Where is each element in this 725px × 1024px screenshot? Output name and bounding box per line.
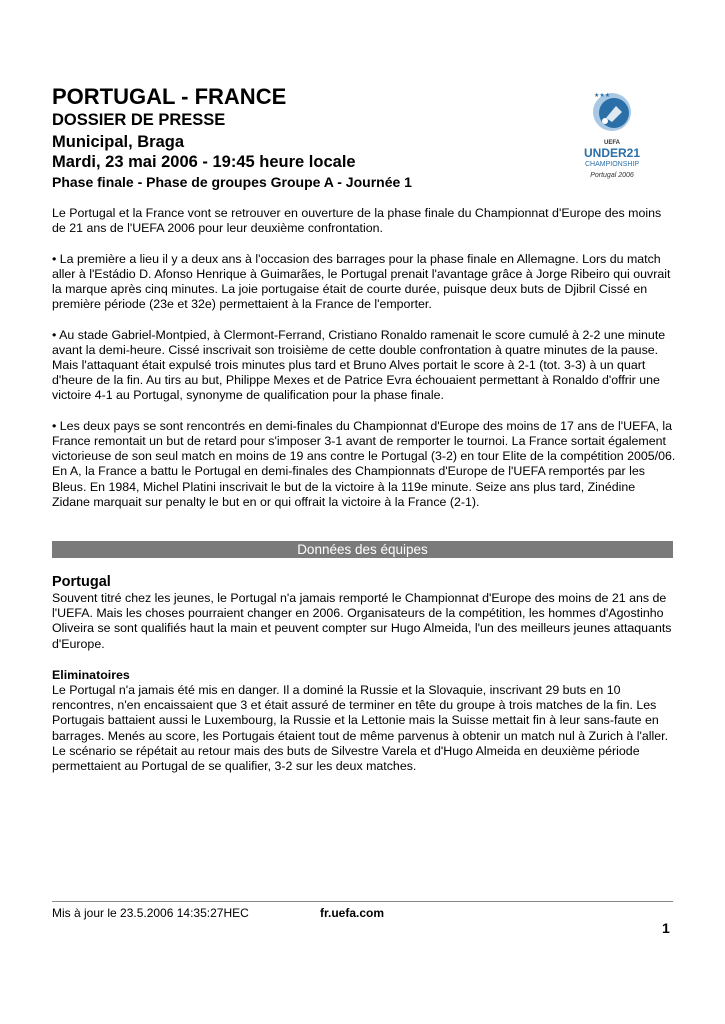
page-number: 1 <box>662 920 670 936</box>
venue: Municipal, Braga <box>52 133 185 151</box>
intro-paragraph: Le Portugal et la France vont se retrouver en ouverture de la phase finale du Championnat d'Europe des moins de 21 ans de l'UEFA 2006 pour leur deuxième confrontation. <box>52 206 662 236</box>
intro-paragraph: • La première a lieu il y a deux ans à l'occasion des barrages pour la phase finale en Allemagne. Lors du match aller à l'Estádio D. Afonso Henrique à Guimarães, le Portugal prenait l'avantage grâce à Jorge Ribeiro qui ouvrait la marque après cinq minutes. La joie portugaise était de courte durée, puisque deux buts de Djibril Cissé en première période (23e et 32e) permettaient à la France de l'emporter. <box>52 251 671 312</box>
team-description: Souvent titré chez les jeunes, le Portugal n'a jamais remporté le Championnat d'Europe des moins de 21 ans de l'UEFA. Mais les choses pourraient changer en 2006. Organisateurs de la compétition, les hommes d'Agostinho Oliveira se sont qualifiés haut la main et peuvent compter sur Hugo Almeida, l'un des meilleurs jeunes attaquants d'Europe. <box>52 591 672 651</box>
qualifiers-heading: Eliminatoires <box>52 668 130 682</box>
svg-text:CHAMPIONSHIP: CHAMPIONSHIP <box>584 161 640 168</box>
qualifiers-description: Le Portugal n'a jamais été mis en danger. Il a dominé la Russie et la Slovaquie, inscrivant 29 buts en 10 rencontres, n'en encaissaient que 3 et était assuré de terminer en tête du groupe à trois matches de la fin. Les Portugais battaient aussi le Luxembourg, la Russie et la Lettonie mais la Suisse mettait fin à leur sans-faute en barrages. Menés au score, les Portugais étaient tout de même parvenus à obtenir un match nul à Zurich à l'aller. Le scénario se répétait au retour mais des buts de Silvestre Varela et d'Hugo Almeida en deuxième période permettaient au Portugal de se qualifier, 3-2 sur les deux matches. <box>52 683 669 774</box>
svg-text:UNDER21: UNDER21 <box>583 146 641 160</box>
site-link[interactable]: fr.uefa.com <box>320 906 385 920</box>
page-title: PORTUGAL - FRANCE <box>52 84 287 109</box>
intro-paragraph: • Les deux pays se sont rencontrés en demi-finales du Championnat d'Europe des moins de 17 ans de l'UEFA, la France remontait un but de retard pour s'imposer 3-1 avant de remporter le tournoi. La France sortait également victorieuse de son seul match en moins de 19 ans contre le Portugal (3-2) en tour Elite de la compétition 2005/06. En A, la France a battu le Portugal en demi-finales des Championnats d'Europe de l'UEFA remportés par les Bleus. En 1984, Michel Platini inscrivait le but de la victoire à la 119e minute. Seize ans plus tard, Zinédine Zidane marquait sur penalty le but en or qui offrait la victoire à la France (2-1). <box>52 418 676 509</box>
svg-text:★★★: ★★★ <box>594 93 611 99</box>
section-banner: Données des équipes <box>52 541 673 558</box>
under21-championship-logo <box>572 88 652 188</box>
intro-paragraph: • Au stade Gabriel-Montpied, à Clermont-Ferrand, Cristiano Ronaldo ramenait le score cumulé à 2-2 une minute avant la demi-heure. Cissé inscrivait son troisième de cette double confrontation à quatre minutes de la pause. Mais l'attaquant était expulsé trois minutes plus tard et Bruno Alves portait le score à 2-1 (tot. 3-3) à un quart d'heure de la fin. Au tirs au but, Philippe Mexes et de Patrice Evra échouaient permettant à Ronaldo d'offrir une victoire 4-1 au Portugal, synonyme de qualification pour la phase finale. <box>52 327 666 403</box>
last-updated: Mis à jour le 23.5.2006 14:35:27HEC <box>52 906 249 920</box>
svg-text:Portugal 2006: Portugal 2006 <box>590 172 634 179</box>
intro-text <box>52 206 676 525</box>
match-phase: Phase finale - Phase de groupes Groupe A - Journée 1 <box>52 174 412 190</box>
document-type: DOSSIER DE PRESSE <box>52 111 226 129</box>
team-heading: Portugal <box>52 574 111 590</box>
svg-text:UEFA: UEFA <box>603 140 621 146</box>
logo-ball-icon <box>572 88 652 188</box>
footer-divider <box>52 901 673 902</box>
match-date: Mardi, 23 mai 2006 - 19:45 heure locale <box>52 153 356 171</box>
